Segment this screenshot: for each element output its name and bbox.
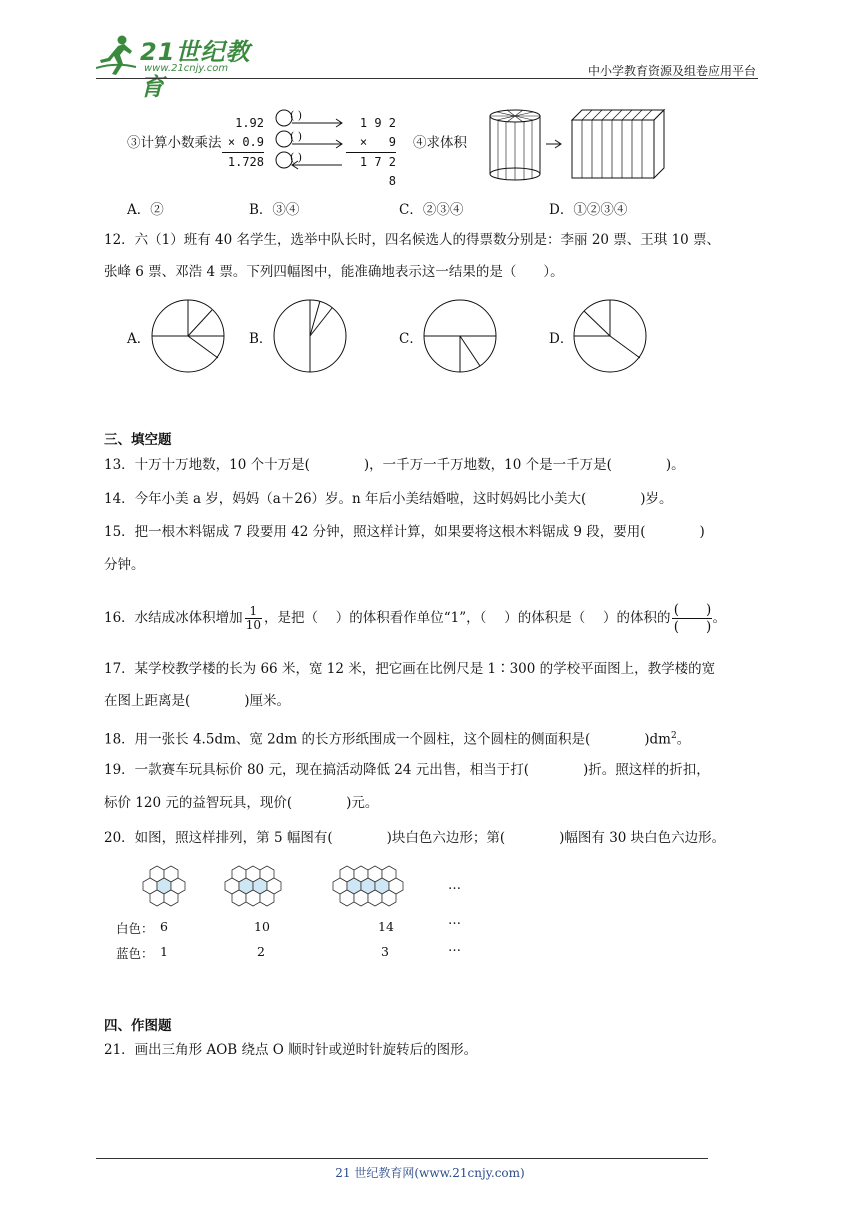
q20: 20．如图，照这样排列，第 5 幅图有( )块白色六边形；第( )幅图有 30 块白色六边形。 xyxy=(104,830,726,846)
ellipsis: … xyxy=(448,878,461,893)
blue-count: 2 xyxy=(257,944,265,959)
logo xyxy=(96,34,266,101)
white-hexagon xyxy=(382,890,396,906)
ellipsis: … xyxy=(448,913,461,928)
answer-numerator: ( ) xyxy=(673,602,712,618)
white-hexagon xyxy=(354,890,368,906)
white-count: 10 xyxy=(254,919,270,934)
calc-left-row: 1.728 xyxy=(222,152,264,172)
q16-text-a: 16．水结成冰体积增加 xyxy=(104,610,243,626)
paren-mark: ( ) xyxy=(290,109,303,122)
option-c: C．②③④ xyxy=(399,202,464,218)
option-d: D．①②③④ xyxy=(549,202,628,218)
calc-right-row: × 9 xyxy=(359,135,396,149)
q12-line1: 12．六（1）班有 40 名学生，选举中队长时，四名候选人的得票数分别是：李丽 20 票、王琪 10 票、 xyxy=(104,232,721,248)
answer-denominator: ( ) xyxy=(673,619,712,635)
q11-item3-label: ③计算小数乘法 xyxy=(127,135,222,151)
q16-text-b: ，是把（ ）的体积看作单位“1”，（ ）的体积是（ ）的体积的 xyxy=(263,610,671,626)
pie-option-d xyxy=(572,298,648,374)
q16 xyxy=(104,600,726,636)
q11-item4-label: ④求体积 xyxy=(413,135,467,151)
white-hexagon xyxy=(368,890,382,906)
logo-url: www.21cnjy.com xyxy=(144,63,229,74)
q19-line2: 标价 120 元的益智玩具，现价( )元。 xyxy=(104,795,379,811)
q14: 14．今年小美 a 岁，妈妈（a＋26）岁。n 年后小美结婚啦，这时妈妈比小美大( )岁。 xyxy=(104,491,673,507)
calc-left xyxy=(222,114,264,172)
q21: 21．画出三角形 AOB 绕点 O 顺时针或逆时针旋转后的图形。 xyxy=(104,1042,478,1058)
ellipsis: … xyxy=(448,940,461,955)
q13: 13．十万十万地数，10 个十万是( )，一千万一千万地数，10 个是一千万是( )。 xyxy=(104,457,685,473)
paren-mark: ( ) xyxy=(290,151,303,164)
calc-right-row: 1 9 2 xyxy=(359,116,396,130)
q12-option-a: A． xyxy=(127,331,151,347)
q18-text: 18．用一张长 4.5dm、宽 2dm 的长方形纸围成一个圆柱，这个圆柱的侧面积是( )dm xyxy=(104,731,671,748)
white-hexagon xyxy=(164,890,178,906)
q12-option-b: B． xyxy=(249,331,273,347)
q12-option-d: D． xyxy=(549,331,574,347)
white-hexagon xyxy=(232,890,246,906)
blue-count-label: 蓝色： xyxy=(116,946,154,961)
calc-left-row: × 0.9 xyxy=(227,135,264,149)
fraction-one-tenth xyxy=(245,605,262,632)
q18-end: 。 xyxy=(676,731,691,748)
footer-text: 21 世纪教育网(www.21cnjy.com) xyxy=(335,1166,525,1180)
section-drawing-title: 四、作图题 xyxy=(104,1018,172,1034)
white-hexagon xyxy=(150,890,164,906)
q18 xyxy=(104,726,690,750)
calc-arrows-figure xyxy=(270,108,350,172)
option-b: B．③④ xyxy=(249,202,300,218)
q19-line1: 19．一款赛车玩具标价 80 元，现在搞活动降低 24 元出售，相当于打( )折。照这样的折扣， xyxy=(104,762,710,778)
blue-count: 3 xyxy=(381,944,389,959)
pie-option-b xyxy=(272,298,348,374)
white-count: 6 xyxy=(160,919,168,934)
white-hexagon xyxy=(246,890,260,906)
fraction-numerator: 1 xyxy=(245,605,262,619)
calc-right-row: 1 7 2 8 xyxy=(346,152,396,191)
white-count: 14 xyxy=(378,919,394,934)
calc-left-row: 1.92 xyxy=(235,116,264,130)
runner-icon xyxy=(96,34,136,76)
section-fill-blank-title: 三、填空题 xyxy=(104,432,172,448)
answer-fraction xyxy=(672,602,712,635)
calc-right xyxy=(346,114,396,191)
footer-rule xyxy=(96,1158,708,1159)
q16-text-c: 。 xyxy=(712,610,726,626)
q15-line1: 15．把一根木料锯成 7 段要用 42 分钟，照这样计算，如果要将这根木料锯成 9 段，要用( ) xyxy=(104,524,705,540)
q12-line2: 张峰 6 票、邓浩 4 票。下列四幅图中，能准确地表示这一结果的是（ ）。 xyxy=(104,264,564,280)
paren-mark: ( ) xyxy=(290,130,303,143)
fraction-denominator: 10 xyxy=(245,618,261,632)
white-hexagon xyxy=(340,890,354,906)
pie-option-a xyxy=(150,298,226,374)
logo-text: 21世纪教育 xyxy=(140,38,251,101)
blue-count: 1 xyxy=(160,944,168,959)
q17-line1: 17．某学校教学楼的长为 66 米，宽 12 米，把它画在比例尺是 1∶300 的学校平面图上，教学楼的宽 xyxy=(104,661,716,677)
q17-line2: 在图上距离是( )厘米。 xyxy=(104,693,291,709)
q18-sup: 2 xyxy=(670,731,677,741)
hexagon-pattern-figure xyxy=(140,862,500,922)
pie-option-c xyxy=(422,298,498,374)
cylinder-to-prism-figure xyxy=(482,104,682,184)
option-a: A．② xyxy=(127,202,164,218)
white-hexagon xyxy=(260,890,274,906)
q12-option-c: C． xyxy=(399,331,423,347)
q15-line2: 分钟。 xyxy=(104,557,145,573)
platform-name: 中小学教育资源及组卷应用平台 xyxy=(587,64,756,78)
white-count-label: 白色： xyxy=(116,921,154,936)
header-rule xyxy=(96,78,758,79)
